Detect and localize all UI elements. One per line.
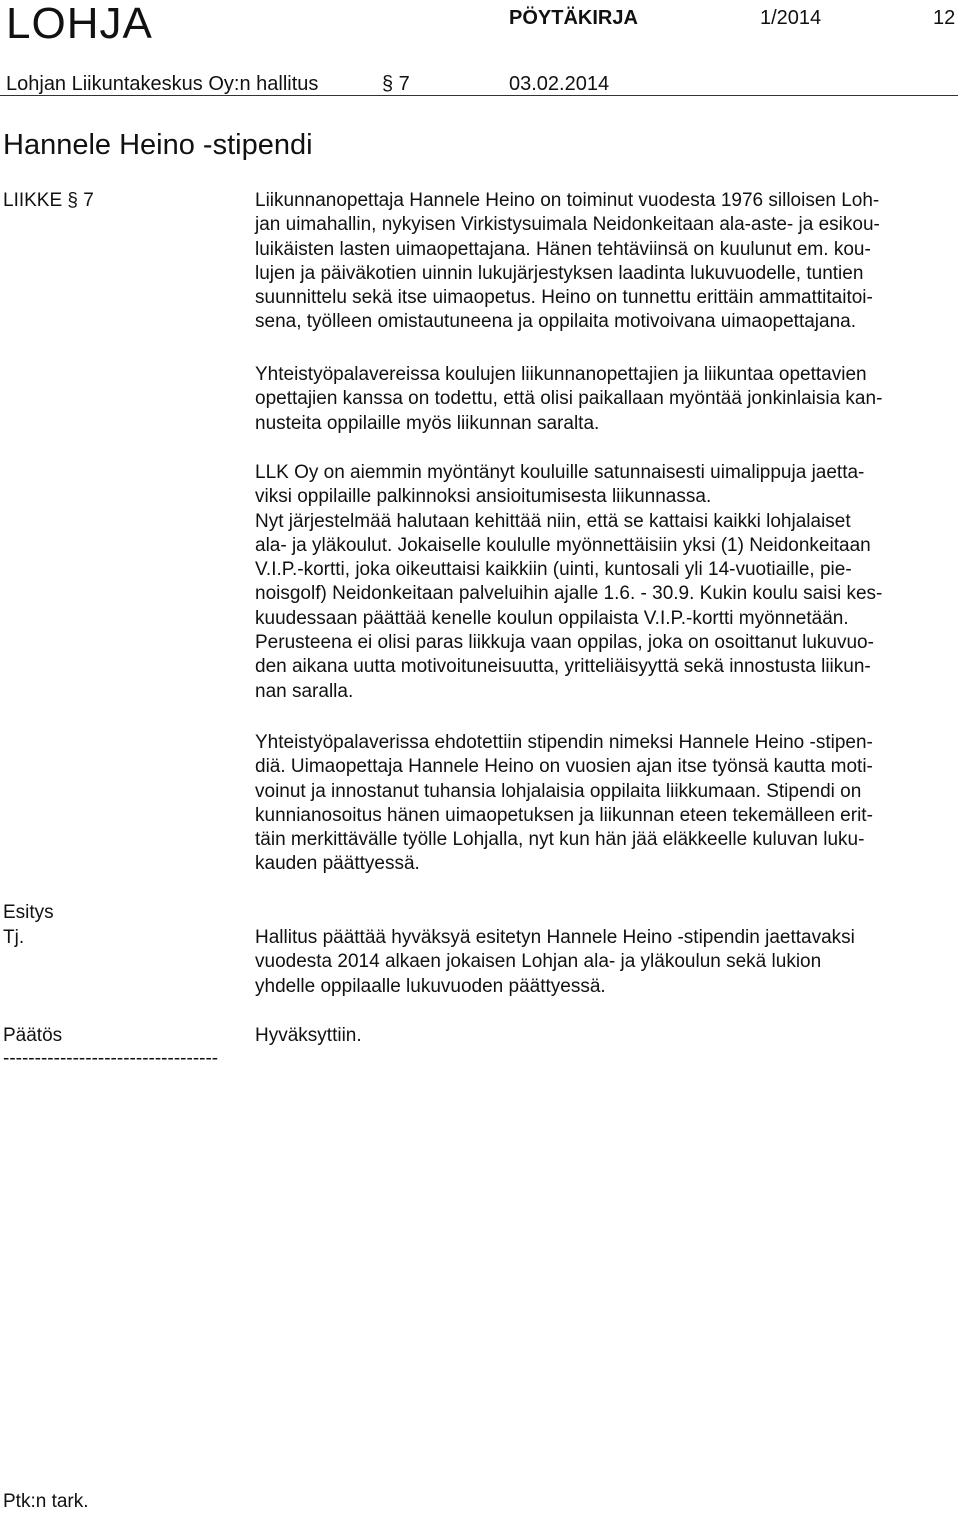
item-label: LIIKKE § 7 bbox=[3, 190, 94, 211]
document-type: PÖYTÄKIRJA bbox=[509, 7, 638, 29]
text-line: kauden päättyessä. bbox=[255, 853, 420, 875]
text-line: yhdelle oppilaalle lukuvuoden päättyessä. bbox=[255, 975, 606, 997]
text-line: diä. Uimaopettaja Hannele Heino on vuosien ajan itse työnsä kautta moti- bbox=[255, 756, 873, 778]
proposal-label: Esitys bbox=[3, 902, 54, 923]
text-line: den aikana uutta motivoituneisuutta, yritteliäisyyttä sekä innostusta liikun- bbox=[255, 656, 871, 678]
page-number: 12 bbox=[933, 7, 956, 29]
paragraph-1 bbox=[255, 189, 955, 335]
text-line: kunnianosoitus hänen uimaopetuksen ja liikunnan eteen tekemälleen erit- bbox=[255, 804, 873, 826]
meeting-date: 03.02.2014 bbox=[509, 73, 610, 95]
minutes-check-label: Ptk:n tark. bbox=[3, 1491, 89, 1512]
text-line: kuudessaan päättää kenelle koulun oppilaista V.I.P.-kortti myönnetään. bbox=[255, 607, 849, 629]
page-title: Hannele Heino -stipendi bbox=[3, 129, 313, 161]
text-line: V.I.P.-kortti, joka oikeuttaisi kaikkiin (uinti, kuntosali yli 14-vuotiaille, pie- bbox=[255, 559, 852, 581]
text-line: Yhteistyöpalavereissa koulujen liikunnanopettajien ja liikuntaa opettavien bbox=[255, 364, 867, 385]
text-line: Perusteena ei olisi paras liikkuja vaan oppilas, joka on osoittanut lukuvuo- bbox=[255, 632, 874, 654]
paragraph-4 bbox=[255, 731, 955, 877]
text-line: Liikunnanopettaja Hannele Heino on toiminut vuodesta 1976 silloisen Loh- bbox=[255, 190, 880, 211]
text-line: voinut ja innostanut tuhansia lohjalaisia oppilaita liikkumaan. Stipendi on bbox=[255, 780, 862, 802]
text-line: nusteita oppilaille myös liikunnan saralta. bbox=[255, 412, 600, 434]
paragraph-3 bbox=[255, 461, 955, 704]
text-line: vuodesta 2014 alkaen jokaisen Lohjan ala- ja yläkoulun sekä lukion bbox=[255, 951, 822, 973]
proposal-author-label: Tj. bbox=[3, 927, 25, 948]
text-line: Hallitus päättää hyväksyä esitetyn Hannele Heino -stipendin jaettavaksi bbox=[255, 927, 855, 948]
paragraph-2 bbox=[255, 363, 955, 436]
text-line: suunnittelu sekä itse uimaopetus. Heino on tunnettu erittäin ammattitaitoi- bbox=[255, 287, 873, 309]
text-line: nan saralla. bbox=[255, 680, 354, 702]
organization-name: Lohjan Liikuntakeskus Oy:n hallitus bbox=[6, 73, 319, 95]
text-line: opettajien kanssa on todettu, että olisi paikallaan myöntää jonkinlaisia kan- bbox=[255, 388, 883, 410]
text-line: jan uimahallin, nykyisen Virkistysuimala Neidonkeitaan ala-aste- ja esikou- bbox=[255, 214, 880, 236]
text-line: LLK Oy on aiemmin myöntänyt kouluille satunnaisesti uimalippuja jaetta- bbox=[255, 462, 865, 483]
decision-separator: ---------------------------------- bbox=[3, 1048, 219, 1069]
text-line: lujen ja päiväkotien uinnin lukujärjestyksen laadinta lukuvuodelle, tuntien bbox=[255, 262, 864, 284]
decision-label: Päätös bbox=[3, 1025, 63, 1046]
proposal-text bbox=[255, 926, 955, 999]
document-number: 1/2014 bbox=[760, 7, 822, 29]
header-divider bbox=[0, 95, 958, 96]
text-line: luikäisten lasten uimaopettajana. Hänen tehtäviinsä on kuulunut em. kou- bbox=[255, 238, 871, 260]
decision-text: Hyväksyttiin. bbox=[255, 1025, 362, 1046]
text-line: täin merkittävälle työlle Lohjalla, nyt kun hän jää eläkkeelle kuluvan luku- bbox=[255, 829, 865, 851]
text-line: viksi oppilaille palkinnoksi ansioitumisesta liikunnassa. bbox=[255, 486, 712, 508]
section-number: § 7 bbox=[382, 73, 410, 95]
text-line: Yhteistyöpalaverissa ehdotettiin stipendin nimeksi Hannele Heino -stipen- bbox=[255, 732, 873, 753]
text-line: sena, työlleen omistautuneena ja oppilaita motivoivana uimaopettajana. bbox=[255, 311, 857, 333]
lohja-logo: LOHJA bbox=[6, 0, 153, 48]
text-line: noisgolf) Neidonkeitaan palveluihin ajalle 1.6. - 30.9. Kukin koulu saisi kes- bbox=[255, 583, 883, 605]
text-line: Nyt järjestelmää halutaan kehittää niin, että se kattaisi kaikki lohjalaiset bbox=[255, 510, 851, 532]
text-line: ala- ja yläkoulut. Jokaiselle koululle myönnettäisiin yksi (1) Neidonkeitaan bbox=[255, 534, 871, 556]
